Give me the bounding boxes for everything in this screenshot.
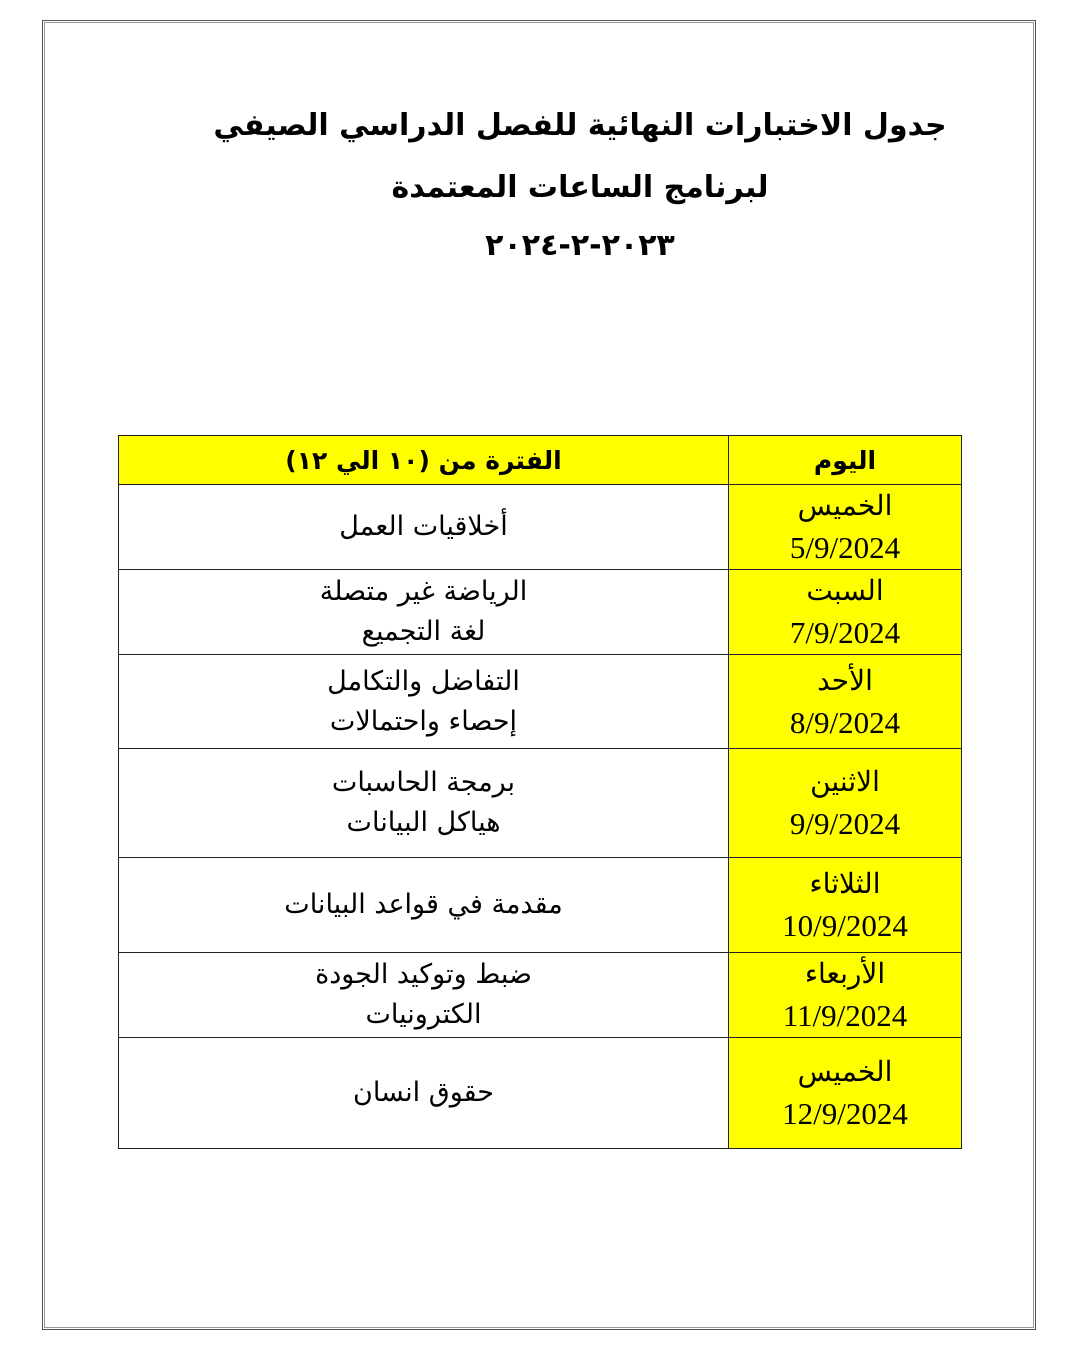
table-header-row — [119, 436, 962, 485]
header-day: اليوم — [729, 436, 962, 485]
day-date: 9/9/2024 — [789, 806, 901, 841]
table-row — [119, 655, 962, 749]
subject-cell — [119, 655, 729, 749]
subject: أخلاقيات العمل — [339, 511, 508, 542]
title-line-2: لبرنامج الساعات المعتمدة — [391, 170, 769, 205]
day-date: 12/9/2024 — [782, 1096, 908, 1131]
day-name: الخميس — [797, 489, 893, 522]
day-cell — [729, 570, 962, 655]
subject-cell — [119, 1038, 729, 1149]
subject: هياكل البيانات — [346, 807, 501, 838]
table-row — [119, 485, 962, 570]
subject-cell — [119, 570, 729, 655]
subject-cell — [119, 858, 729, 953]
day-date: 11/9/2024 — [782, 998, 908, 1033]
subject: الكترونيات — [365, 999, 482, 1030]
day-name: السبت — [806, 574, 884, 607]
day-cell — [729, 655, 962, 749]
subject: التفاضل والتكامل — [327, 665, 520, 697]
table-row — [119, 953, 962, 1038]
day-cell — [729, 749, 962, 858]
day-name: الثلاثاء — [809, 867, 881, 900]
subject: الرياضة غير متصلة — [319, 576, 528, 607]
exam-schedule-table — [118, 435, 962, 1149]
header-period: الفترة من (١٠ الي ١٢) — [119, 436, 729, 485]
subject-cell — [119, 485, 729, 570]
table-row — [119, 1038, 962, 1149]
day-name: الأربعاء — [804, 957, 886, 990]
subject: لغة التجميع — [361, 616, 486, 647]
subject: مقدمة في قواعد البيانات — [284, 889, 563, 920]
subject-cell — [119, 953, 729, 1038]
subject-cell — [119, 749, 729, 858]
day-date: 10/9/2024 — [782, 908, 908, 943]
table-row — [119, 749, 962, 858]
day-date: 7/9/2024 — [789, 615, 901, 650]
subject: إحصاء واحتمالات — [329, 705, 518, 737]
subject: برمجة الحاسبات — [331, 767, 516, 798]
day-cell — [729, 953, 962, 1038]
subject: حقوق انسان — [353, 1077, 494, 1108]
day-name: الأحد — [817, 663, 873, 697]
table-row — [119, 570, 962, 655]
day-date: 8/9/2024 — [789, 704, 901, 740]
day-cell — [729, 1038, 962, 1149]
title-year: ٢٠٢٣-٢-٢٠٢٤ — [485, 228, 675, 263]
day-name: الخميس — [797, 1055, 893, 1088]
day-cell — [729, 485, 962, 570]
day-cell — [729, 858, 962, 953]
subject: ضبط وتوكيد الجودة — [315, 959, 532, 990]
day-date: 5/9/2024 — [789, 530, 901, 565]
day-name: الاثنين — [810, 765, 880, 798]
title-line-1: جدول الاختبارات النهائية للفصل الدراسي الصيفي — [213, 108, 947, 143]
table-row — [119, 858, 962, 953]
